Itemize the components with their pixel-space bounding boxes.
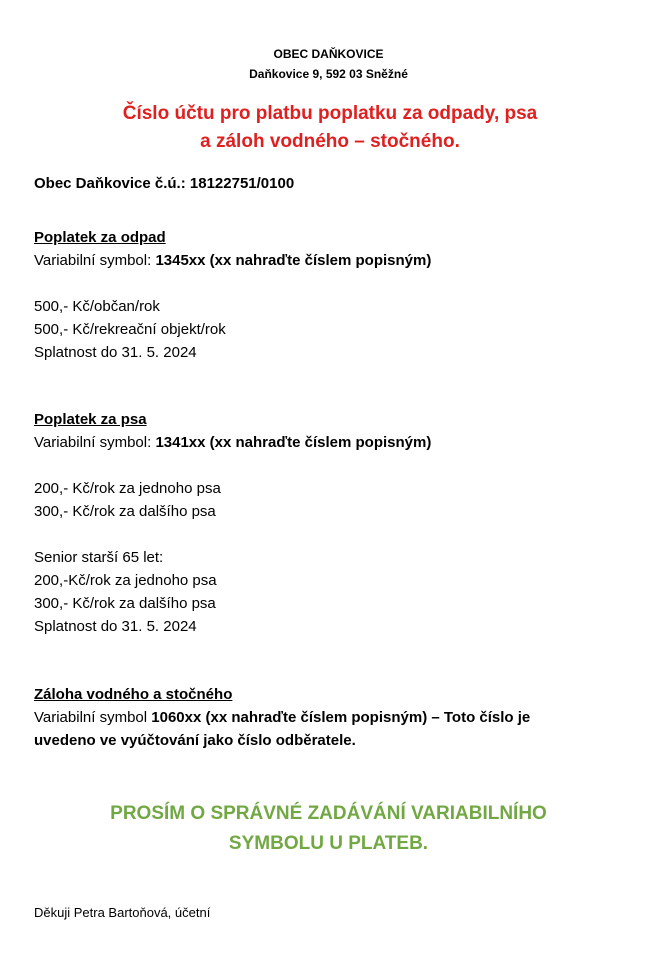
payment-notice xyxy=(0,799,657,859)
municipality-name: OBEC DAŇKOVICE xyxy=(273,47,384,61)
waste-fee-citizen: 500,- Kč/občan/rok xyxy=(34,298,160,315)
dog-fee-additional: 300,- Kč/rok za dalšího psa xyxy=(34,503,216,520)
water-deposit-section xyxy=(34,683,530,752)
title-line-2: a záloh vodného – stočného. xyxy=(200,131,460,152)
notice-line-2: SYMBOLU U PLATEB. xyxy=(228,833,429,854)
water-heading: Záloha vodného a stočného xyxy=(34,686,233,703)
dog-fee-section xyxy=(34,408,431,638)
waste-variable-symbol: Variabilní symbol: 1345xx (xx nahraďte číslem popisným) xyxy=(34,252,432,269)
letterhead xyxy=(0,44,657,84)
waste-due-date: Splatnost do 31. 5. 2024 xyxy=(34,344,197,361)
account-number: Obec Daňkovice č.ú.: 18122751/0100 xyxy=(34,175,295,192)
waste-fee-section xyxy=(34,226,431,364)
dog-fee-first: 200,- Kč/rok za jednoho psa xyxy=(34,480,221,497)
water-variable-symbol-note: uvedeno ve vyúčtování jako číslo odběratele. xyxy=(34,732,356,749)
notice-line-1: PROSÍM O SPRÁVNÉ ZADÁVÁNÍ VARIABILNÍHO xyxy=(110,803,547,824)
waste-heading: Poplatek za odpad xyxy=(34,229,166,246)
dog-senior-label: Senior starší 65 let: xyxy=(34,549,164,566)
waste-fee-recreation: 500,- Kč/rekreační objekt/rok xyxy=(34,321,226,338)
water-variable-symbol: Variabilní symbol 1060xx (xx nahraďte číslem popisným) – Toto číslo je xyxy=(34,709,531,726)
dog-due-date: Splatnost do 31. 5. 2024 xyxy=(34,618,197,635)
dog-senior-fee-additional: 300,- Kč/rok za dalšího psa xyxy=(34,595,216,612)
dog-senior-fee-first: 200,-Kč/rok za jednoho psa xyxy=(34,572,217,589)
dog-variable-symbol: Variabilní symbol: 1341xx (xx nahraďte číslem popisným) xyxy=(34,434,432,451)
title-line-1: Číslo účtu pro platbu poplatku za odpady, psa xyxy=(122,103,538,124)
signature-line: Děkuji Petra Bartoňová, účetní xyxy=(34,905,211,920)
municipality-address: Daňkovice 9, 592 03 Sněžné xyxy=(249,67,408,81)
page-title xyxy=(60,100,600,156)
dog-heading: Poplatek za psa xyxy=(34,411,147,428)
